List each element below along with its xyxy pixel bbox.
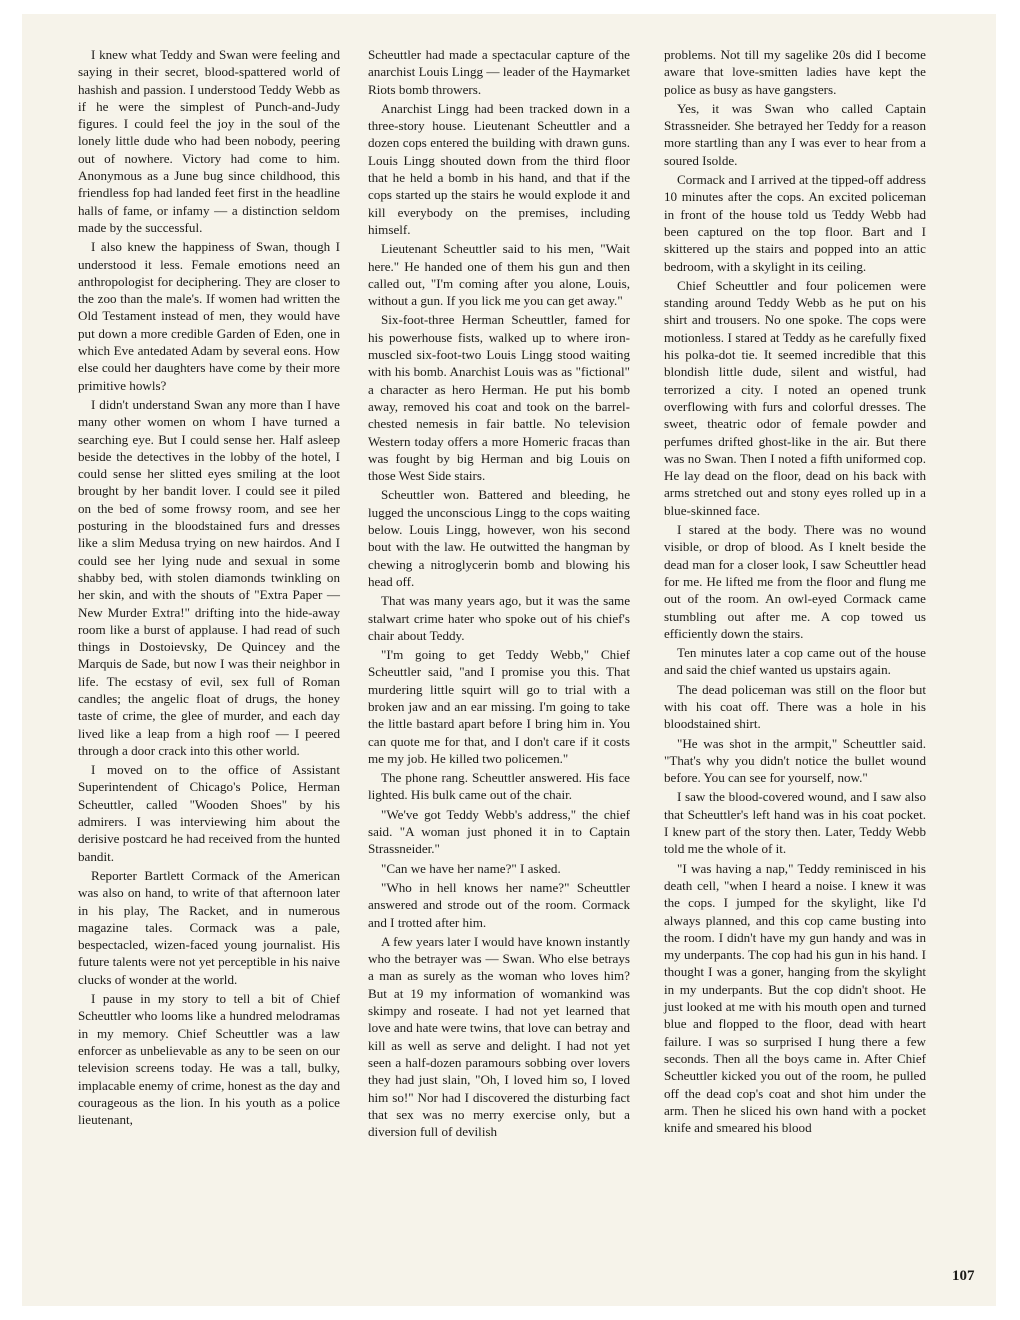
paragraph: Anarchist Lingg had been tracked down in a three-story house. Lieutenant Scheuttler and a dozen cops entered the building with drawn guns. Louis Lingg shouted down from the third floor that he held a bomb in his hand, and that if the cops started up the stairs he would explode it and kill everybody on the premises, including himself. [368, 100, 630, 237]
paragraph: A few years later I would have known instantly who the betrayer was — Swan. Who else betrays a man as surely as the woman who loves him? But at 19 my information of womankind was skimpy and roseate. I had not yet learned that love and hate were twins, that love can betray and kill as well as serve and delight. I had not yet seen a half-dozen paramours sobbing over lovers they had just slain, "Oh, I loved him so, I loved him so!" Nor had I discovered the disturbing fact that sex was no merry exercise only, but a diversion full of devilish [368, 933, 630, 1140]
paragraph: That was many years ago, but it was the same stalwart crime hater who spoke out of his chief's chair about Teddy. [368, 593, 630, 643]
magazine-page [22, 14, 996, 1306]
paragraph: "We've got Teddy Webb's address," the chief said. "A woman just phoned it in to Captain Strassneider." [368, 806, 630, 857]
text-column-2 [368, 46, 630, 1142]
paragraph: Lieutenant Scheuttler said to his men, "Wait here." He handed one of them his gun and then called out, "I'm coming after you alone, Louis, without a gun. If you lick me you can get away." [368, 241, 630, 309]
paragraph: I didn't understand Swan any more than I have many other women on whom I have turned a searching eye. But I could sense her. Half asleep beside the detectives in the lobby of the hotel, I could sense her slitted eyes smiling at the loot brought by her bandit lover. I could see it piled on the bed of some frowsy room, and see her posturing in the bloodstained furs and dresses like a slim Medusa trying on new hairdos. And I could see her lying nude and sexual in some shabby bed, with stolen diamonds twinkling on her skin, and with the shouts of "Extra Paper — New Murder Extra!" drifting into the hide-away room like a burst of applause. I had read of such things in Dostoievsky, De Quincey and the Marquis de Sade, but now I was their neighbor in life. The ecstasy of evil, sex full of Roman candles; the angelic float of drugs, the honey taste of crime, the glee of murder, and each day lived like a leap from a high roof — I peered through a door crack into this other world. [78, 396, 340, 758]
paragraph: Ten minutes later a cop came out of the house and said the chief wanted us upstairs again. [664, 645, 926, 678]
paragraph: I saw the blood-covered wound, and I saw also that Scheuttler's left hand was in his coat pocket. I knew part of the story then. Later, Teddy Webb told me the whole of it. [664, 789, 926, 857]
paragraph: I knew what Teddy and Swan were feeling and saying in their secret, blood-spattered world of hashish and passion. I understood Teddy Webb as if he were the simplest of Punch-and-Judy figures. I could feel the joy in the soul of the lonely little dude who had been nobody, peering out of nowhere. Victory had come to him. Anonymous as a June bug since childhood, this friendless fop had landed feet first in the headline halls of fame, or infamy — a distinction seldom made by the successful. [78, 47, 340, 235]
paragraph: I also knew the happiness of Swan, though I understood it less. Female emotions need an anthropologist for deciphering. They are closer to the zoo than the male's. If women had written the Old Testament instead of men, they would have put down a more credible Garden of Eden, one in which Eve antedated Adam by several eons. How else could her daughters have come by their more primitive howls? [78, 239, 340, 393]
paragraph: problems. Not till my sagelike 20s did I become aware that love-smitten ladies have kept the police as busy as have gangsters. [664, 47, 926, 97]
page-number: 107 [952, 1268, 975, 1284]
paragraph: "Can we have her name?" I asked. [381, 860, 561, 876]
paragraph: The phone rang. Scheuttler answered. His face lighted. His bulk came out of the chair. [368, 770, 630, 803]
paragraph: "I was having a nap," Teddy reminisced in his death cell, "when I heard a noise. I knew it was the cops. I jumped for the skylight, like I'd always planned, and this cop came busting into the room. I didn't have my gun handy and was in my underpants. The cop had his gun in his hand. I thought I was a goner, hanging from the skylight in my underpants. But the cop didn't shoot. He just looked at me with his mouth open and turned blue and flopped to the floor, dead with heart failure. I was so surprised I hung there a few seconds. Then all the boys came in. After Chief Scheuttler kicked you out of the room, he pulled off the dead cop's coat and shot him under the arm. Then he sliced his own hand with a pocket knife and smeared his blood [664, 860, 926, 1136]
paragraph: Yes, it was Swan who called Captain Strassneider. She betrayed her Teddy for a reason more startling than any I was ever to hear from a soured Isolde. [664, 100, 926, 168]
paragraph: Reporter Bartlett Cormack of the American was also on hand, to write of that afternoon later in his play, The Racket, and in numerous magazine tales. Cormack was a pale, bespectacled, wizen-faced young journalist. His future talents were not yet perceptible in his naive clucks of wonder at the world. [78, 867, 340, 987]
paragraph: Scheuttler had made a spectacular capture of the anarchist Louis Lingg — leader of the Haymarket Riots bomb throwers. [368, 47, 630, 97]
paragraph: The dead policeman was still on the floor but with his coat off. There was a hole in his bloodstained shirt. [664, 681, 926, 732]
paragraph: Cormack and I arrived at the tipped-off address 10 minutes after the cops. An excited policeman in front of the house told us Teddy Webb had been captured on the top floor. Bart and I skittered up the stairs and popped into an attic bedroom, with a skylight in its ceiling. [664, 172, 926, 274]
text-column-3 [664, 46, 926, 1138]
paragraph: Six-foot-three Herman Scheuttler, famed for his powerhouse fists, walked up to where iron-muscled six-foot-two Louis Lingg stood waiting with his bomb. Anarchist Louis was as "fictional" a character as hero Herman. He put his bomb away, removed his coat and took on the barrel-chested nemesis in fair battle. No television Western today offers a more Homeric fracas than was fought by big Herman and big Louis on those West Side stairs. [368, 312, 630, 484]
paragraph: "Who in hell knows her name?" Scheuttler answered and strode out of the room. Cormack and I trotted after him. [368, 879, 630, 930]
paragraph: Scheuttler won. Battered and bleeding, he lugged the unconscious Lingg to the cops waiting below. Louis Lingg, however, won his second bout with the law. He outwitted the hangman by chewing a nitroglycerin bomb and blowing his head off. [368, 487, 630, 589]
paragraph: Chief Scheuttler and four policemen were standing around Teddy Webb as he put on his shirt and trousers. No one spoke. The cops were motionless. I stared at Teddy as he carefully fixed his polka-dot tie. It seemed incredible that this blondish little dude, silent and wistful, had terrorized a city. I noted an opened trunk overflowing with furs and colorful dresses. The sweet, theatric odor of female powder and perfumes drifted ghost-like in the air. But there was no Swan. Then I noted a fifth uniformed cop. He lay dead on the floor, dead on his back with arms stretched out and stony eyes rolled up in a blue-skinned face. [664, 277, 926, 518]
paragraph: "I'm going to get Teddy Webb," Chief Scheuttler said, "and I promise you this. That murdering little squirt will go to trial with a broken jaw and an ear missing. I'm going to take the little bastard apart before I bring him in. You can quote me for that, and I don't care if it costs me my job. He killed two policemen." [368, 647, 630, 766]
paragraph: "He was shot in the armpit," Scheuttler said. "That's why you didn't notice the bullet wound before. You can see for yourself, now." [664, 735, 926, 786]
text-column-1 [78, 46, 340, 1130]
paragraph: I pause in my story to tell a bit of Chief Scheuttler who looms like a hundred melodramas in my memory. Chief Scheuttler was a law enforcer as unbelievable as any to be seen on our television screens today. He was a tall, bulky, implacable enemy of crime, honest as the day and courageous as the lion. In his youth as a police lieutenant, [78, 991, 340, 1128]
paragraph: I moved on to the office of Assistant Superintendent of Chicago's Police, Herman Scheuttler, called "Wooden Shoes" by his admirers. I was interviewing him about the derisive postcard he had received from the hunted bandit. [78, 762, 340, 864]
paragraph: I stared at the body. There was no wound visible, or drop of blood. As I knelt beside the dead man for a closer look, I saw Scheuttler head for me. He lifted me from the floor and flung me out of the room. An owl-eyed Cormack came stumbling out after me. A cop towed us efficiently down the stairs. [664, 522, 926, 641]
